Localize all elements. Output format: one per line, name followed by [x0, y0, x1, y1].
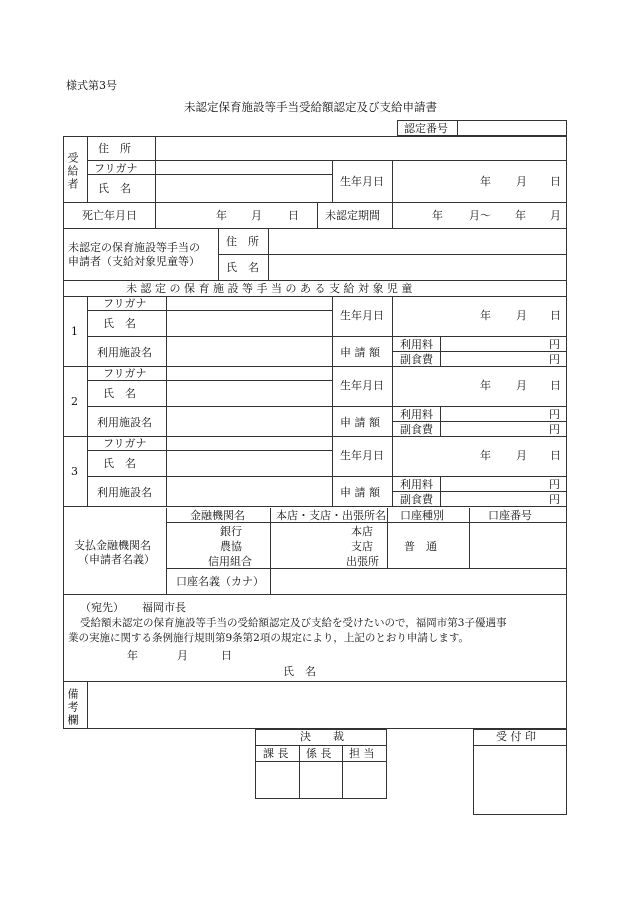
child-meal-label: 副食費	[400, 423, 433, 436]
account-holder-label: 口座名義（カナ）	[176, 575, 264, 588]
applicant-name-field[interactable]	[270, 256, 565, 278]
child-furigana-label: フリガナ	[103, 297, 147, 310]
child-name-label: 氏 名	[103, 457, 136, 470]
declaration-line1: 受給額未認定の保育施設等手当の受給額認定及び支給を受けたいので，福岡市第3子優遇事	[80, 617, 507, 629]
bank-col-branch: 本店・支店・出張所名	[276, 509, 386, 522]
child-number: 2	[71, 395, 78, 408]
bank-name-field[interactable]	[168, 524, 268, 566]
account-type-value: 普 通	[404, 540, 437, 553]
declaration-name-label: 氏 名	[283, 665, 316, 678]
applicant-label-line1: 未認定の保育施設等手当の	[68, 241, 200, 254]
unapproved-period-field[interactable]	[394, 204, 565, 226]
child-name-label: 氏 名	[103, 317, 136, 330]
bank-label-line2: （申請者名義）	[78, 553, 155, 566]
child-fee-label: 利用料	[400, 338, 433, 351]
recipient-dob-label: 生年月日	[340, 175, 384, 188]
received-stamp-label: 受 付 印	[496, 730, 536, 743]
child-facility-field[interactable]	[168, 407, 330, 435]
applicant-address-label: 住 所	[226, 235, 259, 248]
form-title: 未認定保育施設等手当受給額認定及び支給申請書	[184, 100, 437, 114]
child-amount-label: 申 請 額	[340, 346, 380, 359]
account-number-field[interactable]	[471, 524, 565, 566]
bank-col-type: 口座種別	[400, 509, 444, 522]
child-dob-field[interactable]	[394, 297, 565, 335]
child-facility-label: 利用施設名	[97, 346, 152, 359]
child-name-field[interactable]	[168, 311, 330, 335]
child-furigana-field[interactable]	[168, 367, 330, 379]
child-amount-label: 申 請 額	[340, 486, 380, 499]
recipient-name-field[interactable]	[157, 175, 330, 201]
child-fee-field[interactable]	[442, 407, 546, 420]
child-name-field[interactable]	[168, 381, 330, 405]
applicant-name-label: 氏 名	[226, 261, 259, 274]
form-number: 様式第3号	[66, 79, 117, 92]
bank-col-institution: 金融機関名	[190, 509, 245, 522]
child-dob-field[interactable]	[394, 367, 565, 405]
child-furigana-label: フリガナ	[103, 437, 147, 450]
child-amount-label: 申 請 額	[340, 416, 380, 429]
child-dob-label: 生年月日	[340, 309, 384, 322]
unapproved-period-label: 未認定期間	[325, 209, 380, 222]
recipient-section-label: 受給者	[66, 152, 79, 191]
recipient-name-label: 氏 名	[98, 182, 131, 195]
recipient-furigana-label: フリガナ	[94, 162, 138, 175]
death-date-label: 死亡年月日	[82, 209, 137, 222]
child-meal-label: 副食費	[400, 353, 433, 366]
remarks-field[interactable]	[89, 683, 565, 727]
death-date-field[interactable]	[157, 204, 315, 226]
cert-no-field[interactable]	[459, 121, 565, 135]
declaration-line2: 業の実施に関する条例施行規則第9条第2項の規定により，上記のとおり申請します。	[68, 632, 470, 644]
child-facility-label: 利用施設名	[97, 416, 152, 429]
child-meal-field[interactable]	[442, 352, 546, 365]
child-furigana-field[interactable]	[168, 297, 330, 309]
recipient-dob-field[interactable]	[394, 161, 565, 201]
recipient-address-field[interactable]	[157, 138, 565, 158]
child-facility-label: 利用施設名	[97, 486, 152, 499]
recipient-address-label: 住 所	[98, 142, 131, 155]
applicant-address-field[interactable]	[270, 230, 565, 252]
child-number: 3	[71, 465, 78, 478]
child-dob-label: 生年月日	[340, 449, 384, 462]
child-meal-field[interactable]	[442, 492, 546, 505]
child-fee-label: 利用料	[400, 408, 433, 421]
child-facility-field[interactable]	[168, 477, 330, 505]
child-furigana-field[interactable]	[168, 437, 330, 449]
child-meal-label: 副食費	[400, 493, 433, 506]
child-name-field[interactable]	[168, 451, 330, 475]
applicant-label-line2: 申請者（支給対象児童等）	[68, 255, 200, 268]
addressee: 福岡市長	[142, 601, 186, 614]
child-number: 1	[71, 325, 78, 338]
child-facility-field[interactable]	[168, 337, 330, 365]
branch-name-field[interactable]	[272, 524, 385, 566]
account-holder-field[interactable]	[272, 570, 565, 592]
bank-col-number: 口座番号	[488, 509, 532, 522]
children-section-header: 未 認 定 の 保 育 施 設 等 手 当 の あ る 支 給 対 象 児 童	[126, 282, 413, 295]
child-dob-label: 生年月日	[340, 379, 384, 392]
bank-label-line1: 支払金融機関名	[74, 539, 151, 552]
child-name-label: 氏 名	[103, 387, 136, 400]
remarks-label: 備考欄	[66, 688, 79, 727]
approval-label: 決 裁	[300, 730, 344, 743]
child-dob-field[interactable]	[394, 437, 565, 475]
child-fee-field[interactable]	[442, 477, 546, 490]
declaration-name-field[interactable]	[340, 660, 560, 678]
child-fee-field[interactable]	[442, 337, 546, 350]
child-fee-label: 利用料	[400, 478, 433, 491]
child-meal-field[interactable]	[442, 422, 546, 435]
recipient-furigana-field[interactable]	[157, 161, 330, 173]
child-furigana-label: フリガナ	[103, 367, 147, 380]
cert-no-label: 認定番号	[404, 122, 448, 135]
